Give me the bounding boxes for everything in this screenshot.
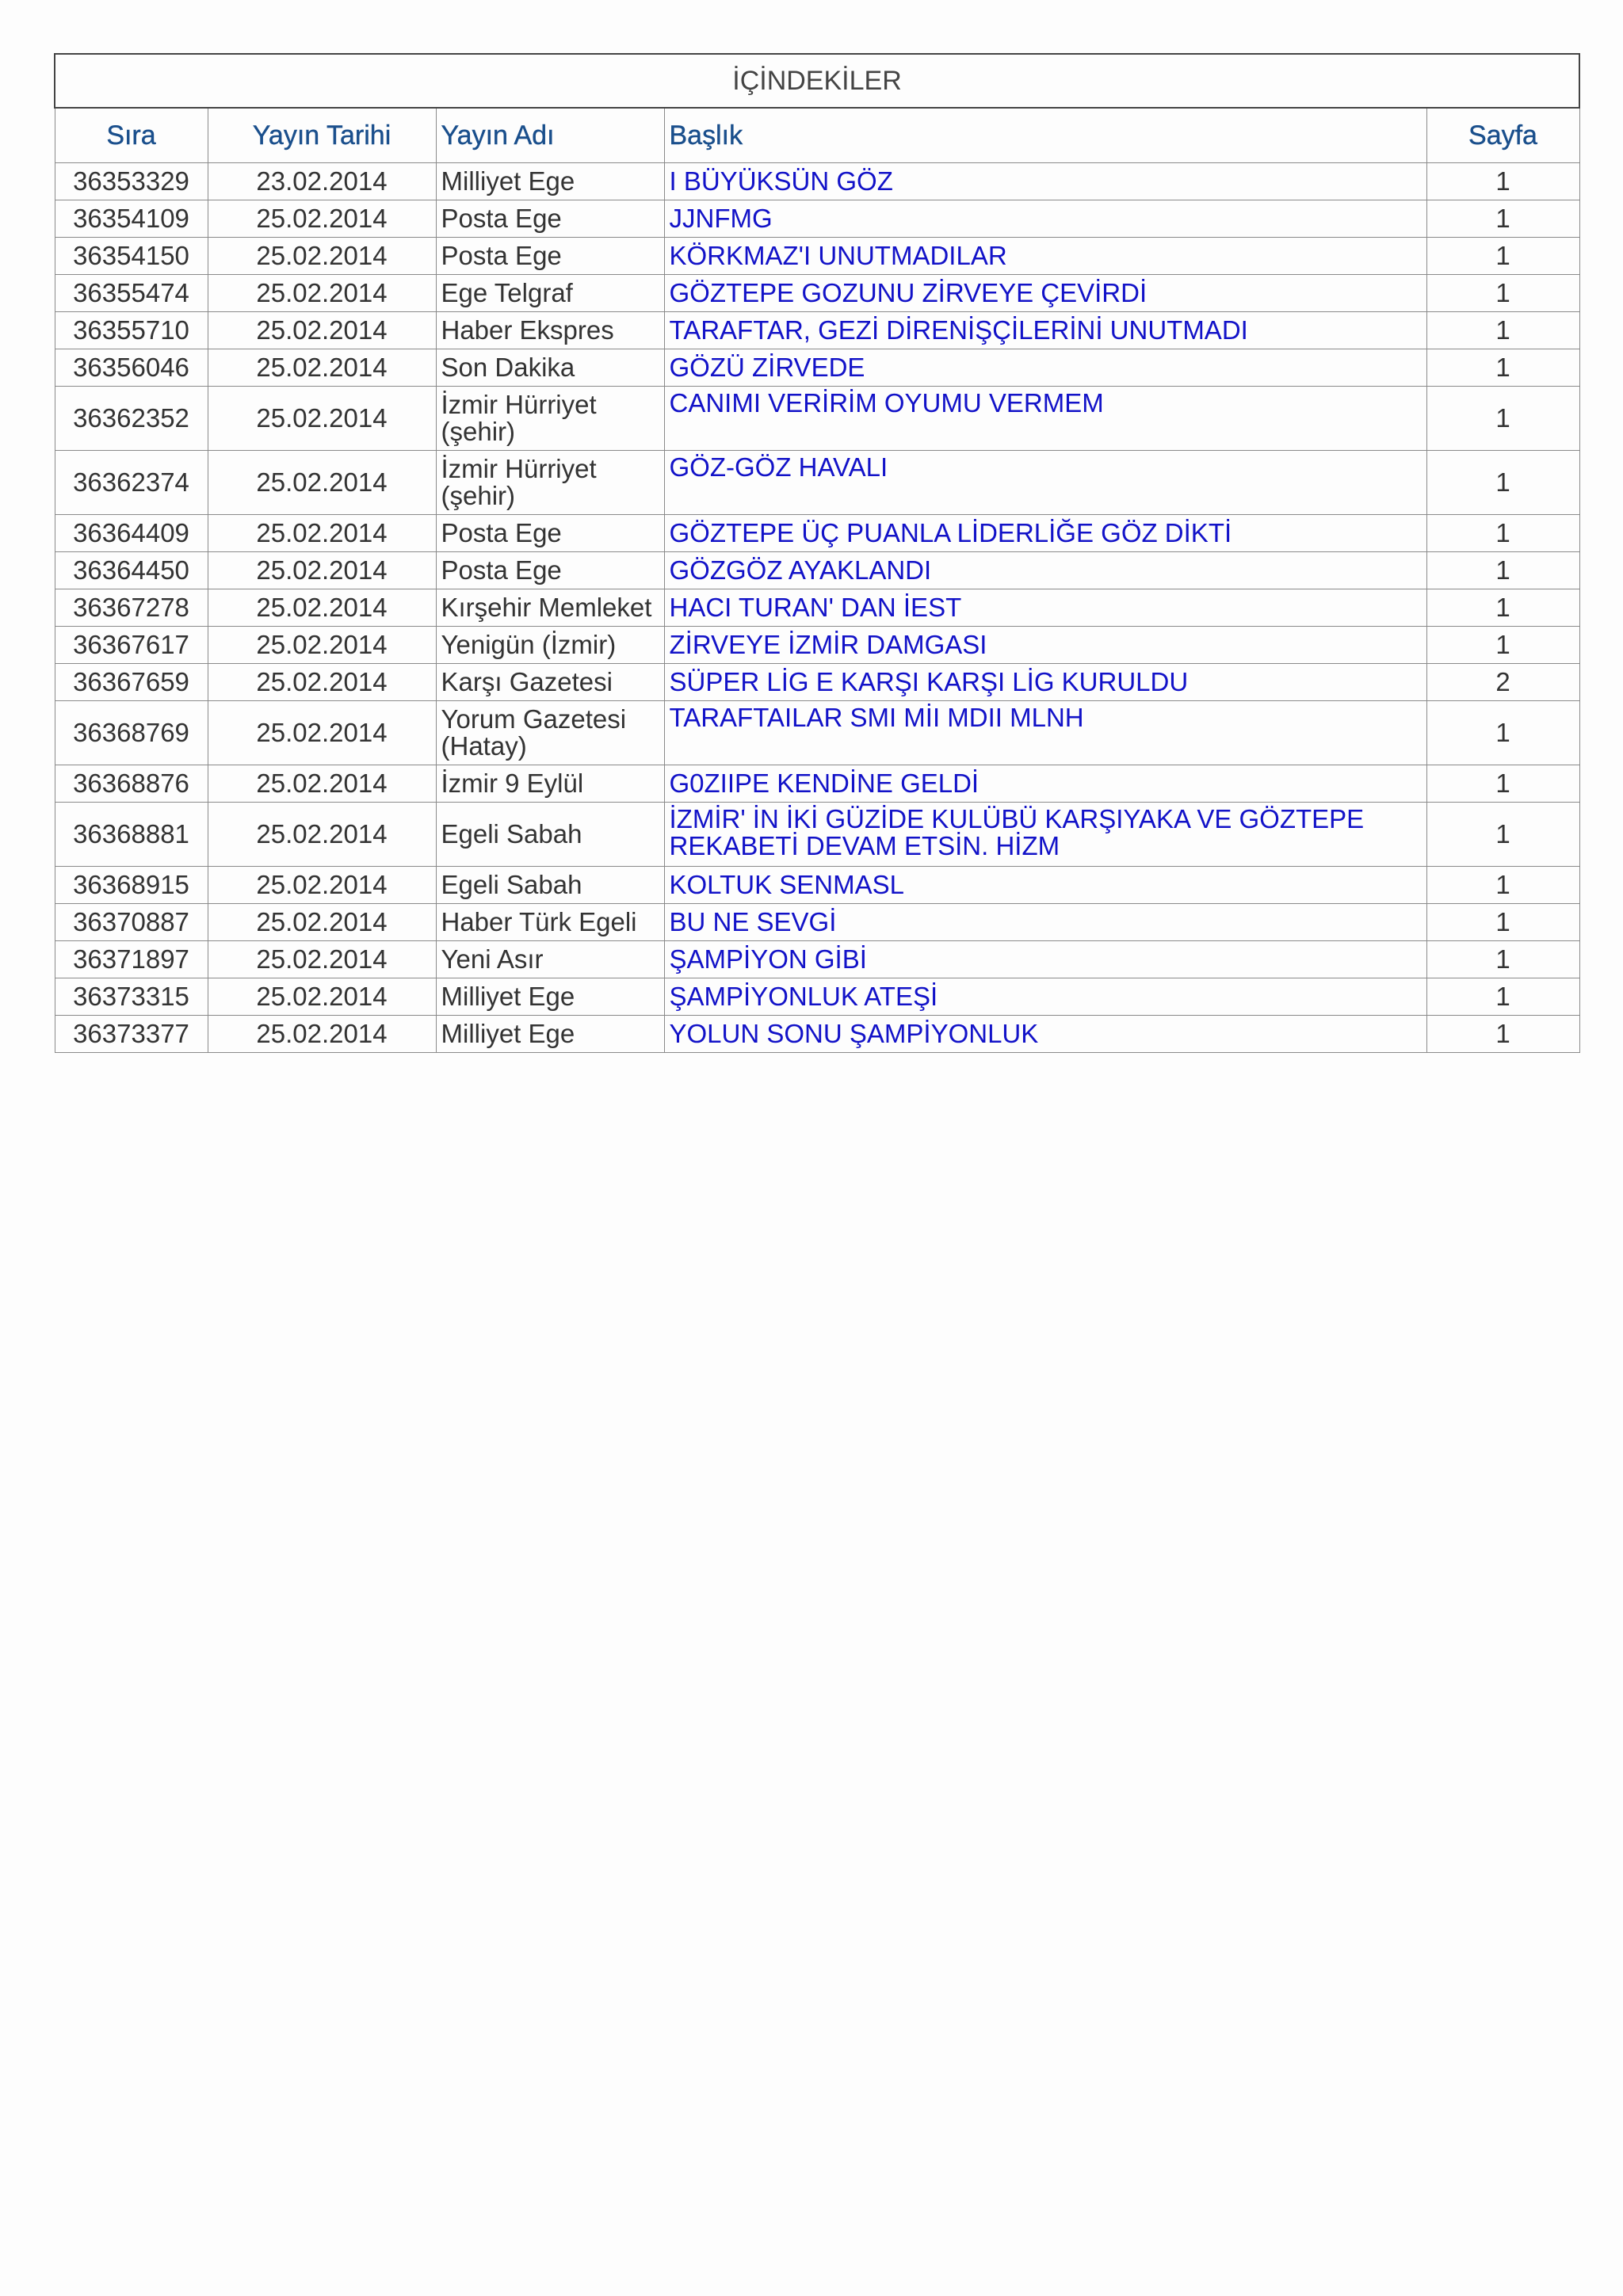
date-cell: 25.02.2014 <box>208 200 436 238</box>
publication-cell: Posta Ege <box>436 515 664 552</box>
column-header-date: Yayın Tarihi <box>208 108 436 163</box>
table-row <box>55 941 1579 978</box>
publication-cell: Kırşehir Memleket <box>436 589 664 627</box>
sira-cell: 36367617 <box>55 627 208 664</box>
title-link[interactable]: BU NE SEVGİ <box>664 904 1426 941</box>
sira-cell: 36373315 <box>55 978 208 1016</box>
page-cell: 2 <box>1426 664 1579 701</box>
publication-cell: İzmir Hürriyet (şehir) <box>436 451 664 515</box>
page-cell: 1 <box>1426 349 1579 387</box>
sira-cell: 36362374 <box>55 451 208 515</box>
header-row <box>55 108 1579 163</box>
title-link[interactable]: SÜPER LİG E KARŞI KARŞI LİG KURULDU <box>664 664 1426 701</box>
publication-cell: Yenigün (İzmir) <box>436 627 664 664</box>
title-link[interactable]: GÖZÜ ZİRVEDE <box>664 349 1426 387</box>
publication-cell: İzmir Hürriyet (şehir) <box>436 387 664 451</box>
table-row <box>55 387 1579 451</box>
page-cell: 1 <box>1426 163 1579 200</box>
sira-cell: 36368881 <box>55 803 208 867</box>
sira-cell: 36370887 <box>55 904 208 941</box>
date-cell: 25.02.2014 <box>208 978 436 1016</box>
date-cell: 25.02.2014 <box>208 941 436 978</box>
sira-cell: 36368915 <box>55 867 208 904</box>
page-cell: 1 <box>1426 867 1579 904</box>
title-link[interactable]: G0ZIIPE KENDİNE GELDİ <box>664 765 1426 803</box>
page-cell: 1 <box>1426 589 1579 627</box>
date-cell: 25.02.2014 <box>208 349 436 387</box>
page-cell: 1 <box>1426 552 1579 589</box>
sira-cell: 36353329 <box>55 163 208 200</box>
title-link[interactable]: TARAFTAILAR SMI MİI MDII MLNH <box>664 701 1426 765</box>
publication-cell: Egeli Sabah <box>436 803 664 867</box>
table-row <box>55 664 1579 701</box>
page-cell: 1 <box>1426 387 1579 451</box>
sira-cell: 36367278 <box>55 589 208 627</box>
date-cell: 25.02.2014 <box>208 765 436 803</box>
publication-cell: İzmir 9 Eylül <box>436 765 664 803</box>
title-row <box>55 54 1579 108</box>
date-cell: 23.02.2014 <box>208 163 436 200</box>
title-link[interactable]: GÖZTEPE ÜÇ PUANLA LİDERLİĞE GÖZ DİKTİ <box>664 515 1426 552</box>
sira-cell: 36364409 <box>55 515 208 552</box>
table-row <box>55 867 1579 904</box>
table-row <box>55 552 1579 589</box>
sira-cell: 36356046 <box>55 349 208 387</box>
page-cell: 1 <box>1426 1016 1579 1053</box>
table-row <box>55 589 1579 627</box>
table-row <box>55 765 1579 803</box>
title-link[interactable]: CANIMI VERİRİM OYUMU VERMEM <box>664 387 1426 451</box>
table-row <box>55 701 1579 765</box>
title-link[interactable]: ŞAMPİYON GİBİ <box>664 941 1426 978</box>
column-header-sira: Sıra <box>55 108 208 163</box>
page-cell: 1 <box>1426 515 1579 552</box>
publication-cell: Posta Ege <box>436 238 664 275</box>
page-cell: 1 <box>1426 941 1579 978</box>
sira-cell: 36354109 <box>55 200 208 238</box>
sira-cell: 36368769 <box>55 701 208 765</box>
table-body <box>55 163 1579 1053</box>
date-cell: 25.02.2014 <box>208 701 436 765</box>
title-link[interactable]: GÖZGÖZ AYAKLANDI <box>664 552 1426 589</box>
publication-cell: Milliyet Ege <box>436 978 664 1016</box>
date-cell: 25.02.2014 <box>208 803 436 867</box>
column-header-publication: Yayın Adı <box>436 108 664 163</box>
date-cell: 25.02.2014 <box>208 589 436 627</box>
sira-cell: 36362352 <box>55 387 208 451</box>
title-link[interactable]: KOLTUK SENMASL <box>664 867 1426 904</box>
table-row <box>55 451 1579 515</box>
page-cell: 1 <box>1426 238 1579 275</box>
title-link[interactable]: HACI TURAN' DAN İEST <box>664 589 1426 627</box>
publication-cell: Yeni Asır <box>436 941 664 978</box>
page-cell: 1 <box>1426 451 1579 515</box>
page-cell: 1 <box>1426 312 1579 349</box>
sira-cell: 36368876 <box>55 765 208 803</box>
title-link[interactable]: JJNFMG <box>664 200 1426 238</box>
date-cell: 25.02.2014 <box>208 451 436 515</box>
date-cell: 25.02.2014 <box>208 904 436 941</box>
sira-cell: 36355710 <box>55 312 208 349</box>
table-row <box>55 978 1579 1016</box>
publication-cell: Posta Ege <box>436 552 664 589</box>
publication-cell: Yorum Gazetesi (Hatay) <box>436 701 664 765</box>
table-row <box>55 1016 1579 1053</box>
page-cell: 1 <box>1426 627 1579 664</box>
table-row <box>55 627 1579 664</box>
table-row <box>55 515 1579 552</box>
publication-cell: Posta Ege <box>436 200 664 238</box>
page-cell: 1 <box>1426 765 1579 803</box>
table-row <box>55 163 1579 200</box>
title-link[interactable]: KÖRKMAZ'I UNUTMADILAR <box>664 238 1426 275</box>
date-cell: 25.02.2014 <box>208 387 436 451</box>
page-cell: 1 <box>1426 803 1579 867</box>
title-link[interactable]: ZİRVEYE İZMİR DAMGASI <box>664 627 1426 664</box>
publication-cell: Milliyet Ege <box>436 1016 664 1053</box>
table-row <box>55 238 1579 275</box>
column-header-title: Başlık <box>664 108 1426 163</box>
sira-cell: 36364450 <box>55 552 208 589</box>
table-row <box>55 200 1579 238</box>
page-cell: 1 <box>1426 904 1579 941</box>
publication-cell: Milliyet Ege <box>436 163 664 200</box>
date-cell: 25.02.2014 <box>208 664 436 701</box>
title-link[interactable]: GÖZ-GÖZ HAVALI <box>664 451 1426 515</box>
sira-cell: 36367659 <box>55 664 208 701</box>
toc-heading: İÇİNDEKİLER <box>55 54 1579 108</box>
title-link[interactable]: GÖZTEPE GOZUNU ZİRVEYE ÇEVİRDİ <box>664 275 1426 312</box>
date-cell: 25.02.2014 <box>208 627 436 664</box>
sira-cell: 36371897 <box>55 941 208 978</box>
table-row <box>55 312 1579 349</box>
table-row <box>55 904 1579 941</box>
page-cell: 1 <box>1426 701 1579 765</box>
table-row <box>55 275 1579 312</box>
column-header-page: Sayfa <box>1426 108 1579 163</box>
title-link[interactable]: YOLUN SONU ŞAMPİYONLUK <box>664 1016 1426 1053</box>
title-link[interactable]: ŞAMPİYONLUK ATEŞİ <box>664 978 1426 1016</box>
publication-cell: Haber Ekspres <box>436 312 664 349</box>
date-cell: 25.02.2014 <box>208 312 436 349</box>
publication-cell: Son Dakika <box>436 349 664 387</box>
table-of-contents <box>54 53 1580 1053</box>
sira-cell: 36354150 <box>55 238 208 275</box>
sira-cell: 36355474 <box>55 275 208 312</box>
publication-cell: Karşı Gazetesi <box>436 664 664 701</box>
sira-cell: 36373377 <box>55 1016 208 1053</box>
page-cell: 1 <box>1426 275 1579 312</box>
publication-cell: Haber Türk Egeli <box>436 904 664 941</box>
table-row <box>55 803 1579 867</box>
date-cell: 25.02.2014 <box>208 552 436 589</box>
date-cell: 25.02.2014 <box>208 238 436 275</box>
publication-cell: Egeli Sabah <box>436 867 664 904</box>
page-cell: 1 <box>1426 200 1579 238</box>
date-cell: 25.02.2014 <box>208 1016 436 1053</box>
title-link[interactable]: İZMİR' İN İKİ GÜZİDE KULÜBÜ KARŞIYAKA VE GÖZTEPE REKABETİ DEVAM ETSİN. HİZM <box>664 803 1426 867</box>
date-cell: 25.02.2014 <box>208 275 436 312</box>
page-cell: 1 <box>1426 978 1579 1016</box>
table-row <box>55 349 1579 387</box>
title-link[interactable]: TARAFTAR, GEZİ DİRENİŞÇİLERİNİ UNUTMADI <box>664 312 1426 349</box>
publication-cell: Ege Telgraf <box>436 275 664 312</box>
date-cell: 25.02.2014 <box>208 867 436 904</box>
date-cell: 25.02.2014 <box>208 515 436 552</box>
title-link[interactable]: I BÜYÜKSÜN GÖZ <box>664 163 1426 200</box>
